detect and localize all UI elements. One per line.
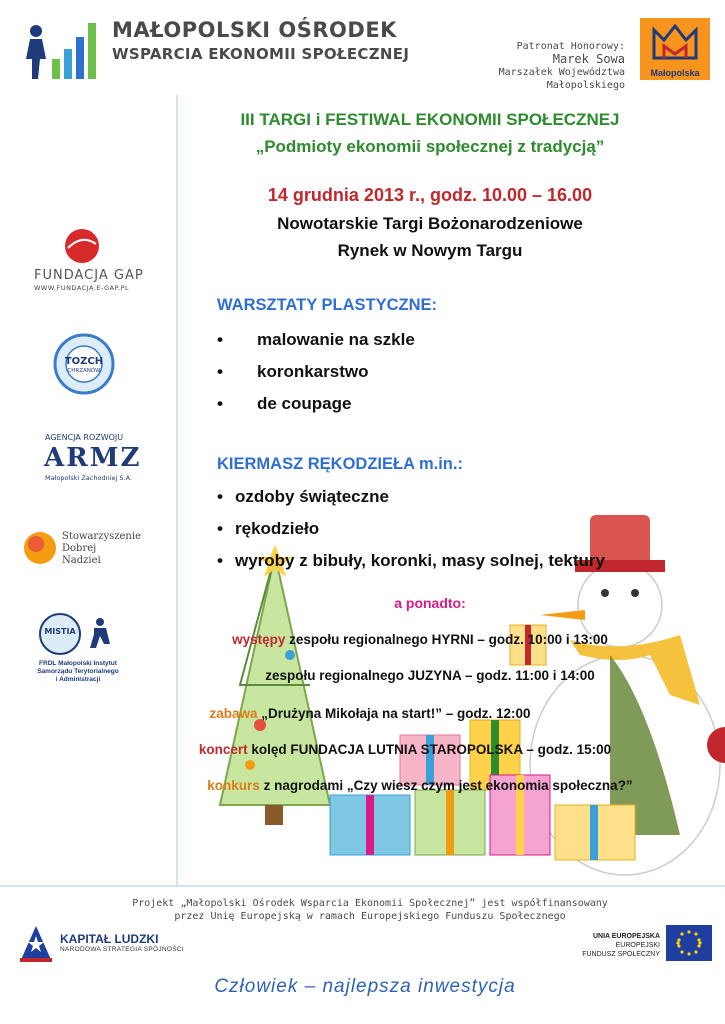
list-item xyxy=(217,394,351,414)
sdn-name xyxy=(62,531,141,567)
program-line-1 xyxy=(180,632,660,647)
malopolska-logo xyxy=(640,18,710,80)
slogan: Człowiek – najlepsza inwestycja xyxy=(214,976,516,997)
gap-name: FUNDACJA GAP xyxy=(34,268,144,283)
bullet-icon: • xyxy=(217,551,223,570)
mistia-name: MISTIA xyxy=(44,627,76,636)
honorary-patronage xyxy=(420,40,625,92)
armz-name: ARMZ xyxy=(44,443,142,473)
tozch-name: TOZCH xyxy=(64,356,104,367)
program-line-3-key: zabawa xyxy=(209,706,258,721)
patron-title: Marszałek Województwa Małopolskiego xyxy=(498,67,625,91)
program-line-3 xyxy=(180,706,560,721)
patronage-label: Patronat Honorowy: xyxy=(516,41,625,52)
patron-name: Marek Sowa xyxy=(552,52,625,66)
region-logo-label: Małopolska xyxy=(650,68,700,78)
kapital-ludzki-icon xyxy=(16,922,56,966)
bullet-icon: • xyxy=(217,519,223,538)
program-line-5 xyxy=(180,778,660,793)
tozch-sub: CHRZANÓW xyxy=(67,368,101,374)
sdn-logo-icon xyxy=(22,528,58,568)
list-item xyxy=(217,330,415,350)
project-line2: przez Unię Europejską w ramach Europejskiego Funduszu Społecznego xyxy=(174,911,566,922)
eu-label xyxy=(560,932,660,959)
frdl-line2: Samorządu Terytorialnego xyxy=(37,668,119,675)
vertical-divider xyxy=(176,95,178,885)
workshop-item-3: de coupage xyxy=(257,394,352,413)
footer-divider xyxy=(0,885,725,887)
fair-item-1: ozdoby świąteczne xyxy=(235,487,389,506)
bullet-icon: • xyxy=(217,330,223,349)
armz-sub: Małopolski Zachodniej S.A. xyxy=(45,474,132,482)
kapital-name: KAPITAŁ LUDZKI xyxy=(60,932,159,946)
program-line-5-text: z nagrodami „Czy wiesz czym jest ekonomia społeczna?” xyxy=(259,778,633,793)
crown-icon xyxy=(640,18,710,68)
program-line-2: zespołu regionalnego JUZYNA – godz. 11:00 i 14:00 xyxy=(265,668,595,683)
kapital-sub: NARODOWA STRATEGIA SPÓJNOŚCI xyxy=(60,946,184,953)
bullet-icon: • xyxy=(217,487,223,506)
extras-heading: a ponadto: xyxy=(394,595,466,611)
workshops-heading: WARSZTATY PLASTYCZNE: xyxy=(217,296,437,314)
program-line-3-text: „Drużyna Mikołaja na start!” – godz. 12:00 xyxy=(257,706,531,721)
fair-item-3: wyroby z bibuły, koronki, masy solnej, tektury xyxy=(235,551,606,570)
organization-name xyxy=(112,18,409,66)
list-item xyxy=(217,362,368,382)
program-line-4-text: kolęd FUNDACJA LUTNIA STAROPOLSKA – godz. 15:00 xyxy=(247,742,612,757)
eu-flag-icon xyxy=(666,925,712,961)
event-venue-line1: Nowotarskie Targi Bożonarodzeniowe xyxy=(277,214,583,233)
list-item xyxy=(217,551,605,571)
mowes-logo-graphic xyxy=(20,15,110,83)
gap-url: WWW.FUNDACJA.E-GAP.PL xyxy=(34,284,130,292)
frdl-figure-icon xyxy=(88,614,118,650)
event-date: 14 grudnia 2013 r., godz. 10.00 – 16.00 xyxy=(267,185,593,205)
event-venue-line2: Rynek w Nowym Targu xyxy=(337,241,523,260)
sdn-line3: Nadziei xyxy=(62,555,101,566)
bullet-icon: • xyxy=(217,394,223,413)
list-item xyxy=(217,487,389,507)
program-line-4 xyxy=(180,742,630,757)
gap-logo-icon xyxy=(62,226,102,266)
frdl-line3: i Administracji xyxy=(55,676,101,683)
armz-top: AGENCJA ROZWOJU xyxy=(45,433,124,442)
frdl-line1: FRDL Małopolski Instytut xyxy=(39,660,117,667)
sdn-line1: Stowarzyszenie xyxy=(62,531,141,542)
org-name-line2: WSPARCIA EKONOMII SPOŁECZNEJ xyxy=(112,45,410,63)
project-note xyxy=(120,897,620,923)
org-name-line1: MAŁOPOLSKI OŚRODEK xyxy=(112,18,397,42)
kapital-ludzki xyxy=(60,932,184,953)
project-line1: Projekt „Małopolski Ośrodek Wsparcia Ekonomii Społecznej” jest współfinansowany xyxy=(132,898,608,909)
eu-line3: FUNDUSZ SPOŁECZNY xyxy=(582,951,660,958)
sdn-line2: Dobrej xyxy=(62,543,97,554)
frdl-name xyxy=(28,660,128,684)
event-title-line1: III TARGI i FESTIWAL EKONOMII SPOŁECZNEJ xyxy=(240,110,620,129)
bullet-icon: • xyxy=(217,362,223,381)
program-line-1-text: zespołu regionalnego HYRNI – godz. 10:00 i 13:00 xyxy=(285,632,608,647)
program-line-1-key: występy xyxy=(232,632,286,647)
program-line-5-key: konkurs xyxy=(207,778,260,793)
workshop-item-2: koronkarstwo xyxy=(257,362,369,381)
program-line-4-key: koncert xyxy=(198,742,248,757)
fair-item-2: rękodzieło xyxy=(235,519,320,538)
event-title-line2: „Podmioty ekonomii społecznej z tradycją” xyxy=(255,137,605,156)
eu-line2: EUROPEJSKI xyxy=(615,942,660,949)
workshop-item-1: malowanie na szkle xyxy=(257,330,415,349)
fair-heading: KIERMASZ RĘKODZIEŁA m.in.: xyxy=(217,455,463,473)
list-item xyxy=(217,519,319,539)
eu-line1: UNIA EUROPEJSKA xyxy=(592,933,660,940)
